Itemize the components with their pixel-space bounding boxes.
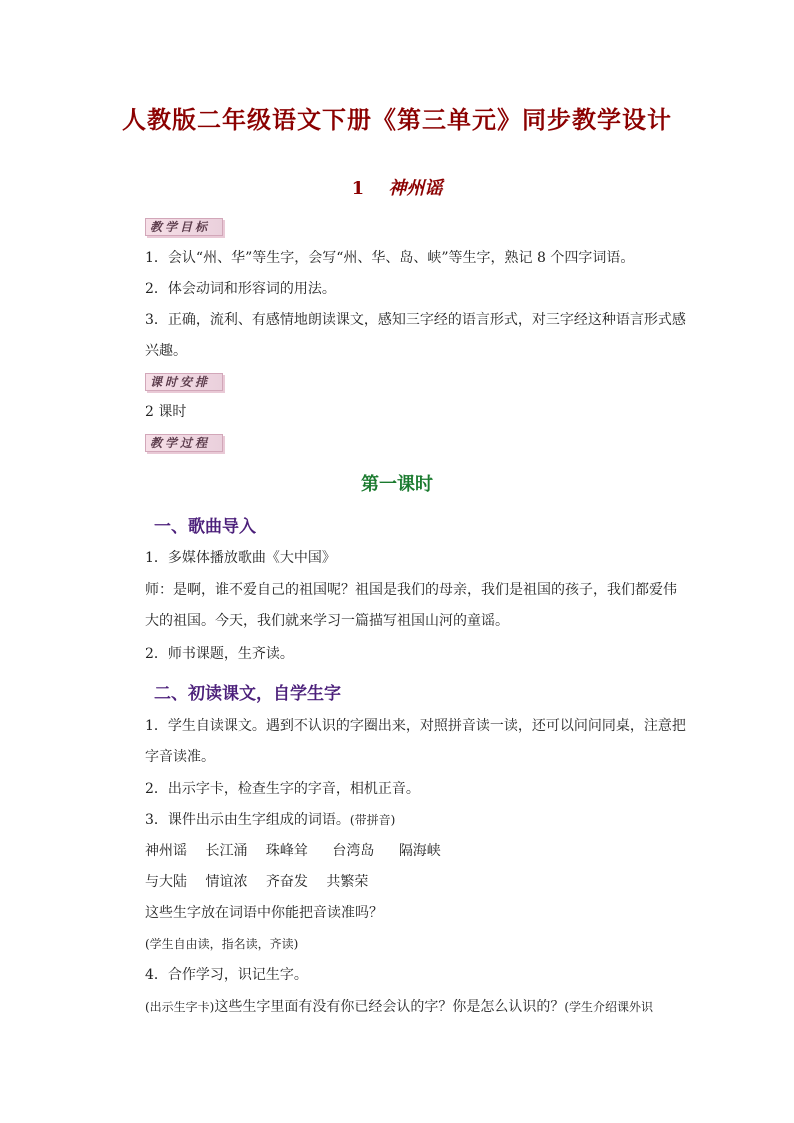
item3-note: (带拼音) <box>349 813 396 827</box>
part2-line-2: 字音读准。 <box>145 749 215 765</box>
part2-heading: 二、初读课文，自学生字 <box>154 684 341 704</box>
tag-teaching-process: 教学过程 <box>145 434 223 452</box>
words-row-2 <box>145 866 685 898</box>
read-note: (学生自由读，指名读，齐读) <box>145 937 299 951</box>
schedule-text: 2 课时 <box>145 404 187 420</box>
word: 情谊浓 <box>205 874 248 890</box>
goal-line-1: 1．会认“州、华”等生字，会写“州、华、岛、峡”等生字，熟记 8 个四字词语。 <box>145 250 635 266</box>
last-note-2: (学生介绍课外识 <box>564 1000 654 1014</box>
part2-line-3: 2．出示字卡，检查生字的字音，相机正音。 <box>145 781 420 797</box>
lesson-name: 神州谣 <box>388 178 443 199</box>
last-note-1: (出示生字卡) <box>145 1000 215 1014</box>
part1-line-2: 师：是啊，谁不爱自己的祖国呢？祖国是我们的母亲，我们是祖国的孩子，我们都爱伟 <box>145 582 677 598</box>
word: 台湾岛 <box>332 843 375 859</box>
tag-schedule: 课时安排 <box>145 373 223 391</box>
goal-line-2: 2．体会动词和形容词的用法。 <box>145 281 336 297</box>
part1-line-1: 1．多媒体播放歌曲《大中国》 <box>145 550 336 566</box>
lesson-number: 1 <box>351 178 365 199</box>
question-line: 这些生字放在词语中你能把音读准吗？ <box>145 905 383 921</box>
last-line <box>145 991 685 1023</box>
part2-line-4 <box>145 804 685 836</box>
word: 与大陆 <box>145 874 187 890</box>
item3-text: 3．课件出示由生字组成的词语。 <box>145 812 350 828</box>
item4-line: 4．合作学习，识记生字。 <box>145 967 308 983</box>
part1-heading: 一、歌曲导入 <box>154 517 256 537</box>
word: 隔海峡 <box>398 843 441 859</box>
goal-line-4: 兴趣。 <box>145 343 187 359</box>
lesson-title <box>0 174 794 200</box>
part1-line-3: 大的祖国。今天，我们就来学习一篇描写祖国山河的童谣。 <box>145 613 509 629</box>
word: 长江涌 <box>205 843 248 859</box>
word: 珠峰耸 <box>265 843 308 859</box>
word: 齐奋发 <box>265 874 308 890</box>
last-text: 这些生字里面有没有你已经会认的字？你是怎么认识的？ <box>214 999 565 1015</box>
word: 神州谣 <box>145 843 187 859</box>
word: 共繁荣 <box>326 874 369 890</box>
part1-line-4: 2．师书课题，生齐读。 <box>145 646 294 662</box>
part2-line-1: 1．学生自读课文。遇到不认识的字圈出来，对照拼音读一读，还可以问问同桌，注意把 <box>145 718 686 734</box>
words-row-1 <box>145 835 685 867</box>
tag-teaching-goals: 教学目标 <box>145 218 223 236</box>
document-title: 人教版二年级语文下册《第三单元》同步教学设计 <box>122 106 672 134</box>
goal-line-3: 3．正确，流利、有感情地朗读课文，感知三字经的语言形式，对三字经这种语言形式感 <box>145 312 686 328</box>
section-title: 第一课时 <box>361 474 433 495</box>
